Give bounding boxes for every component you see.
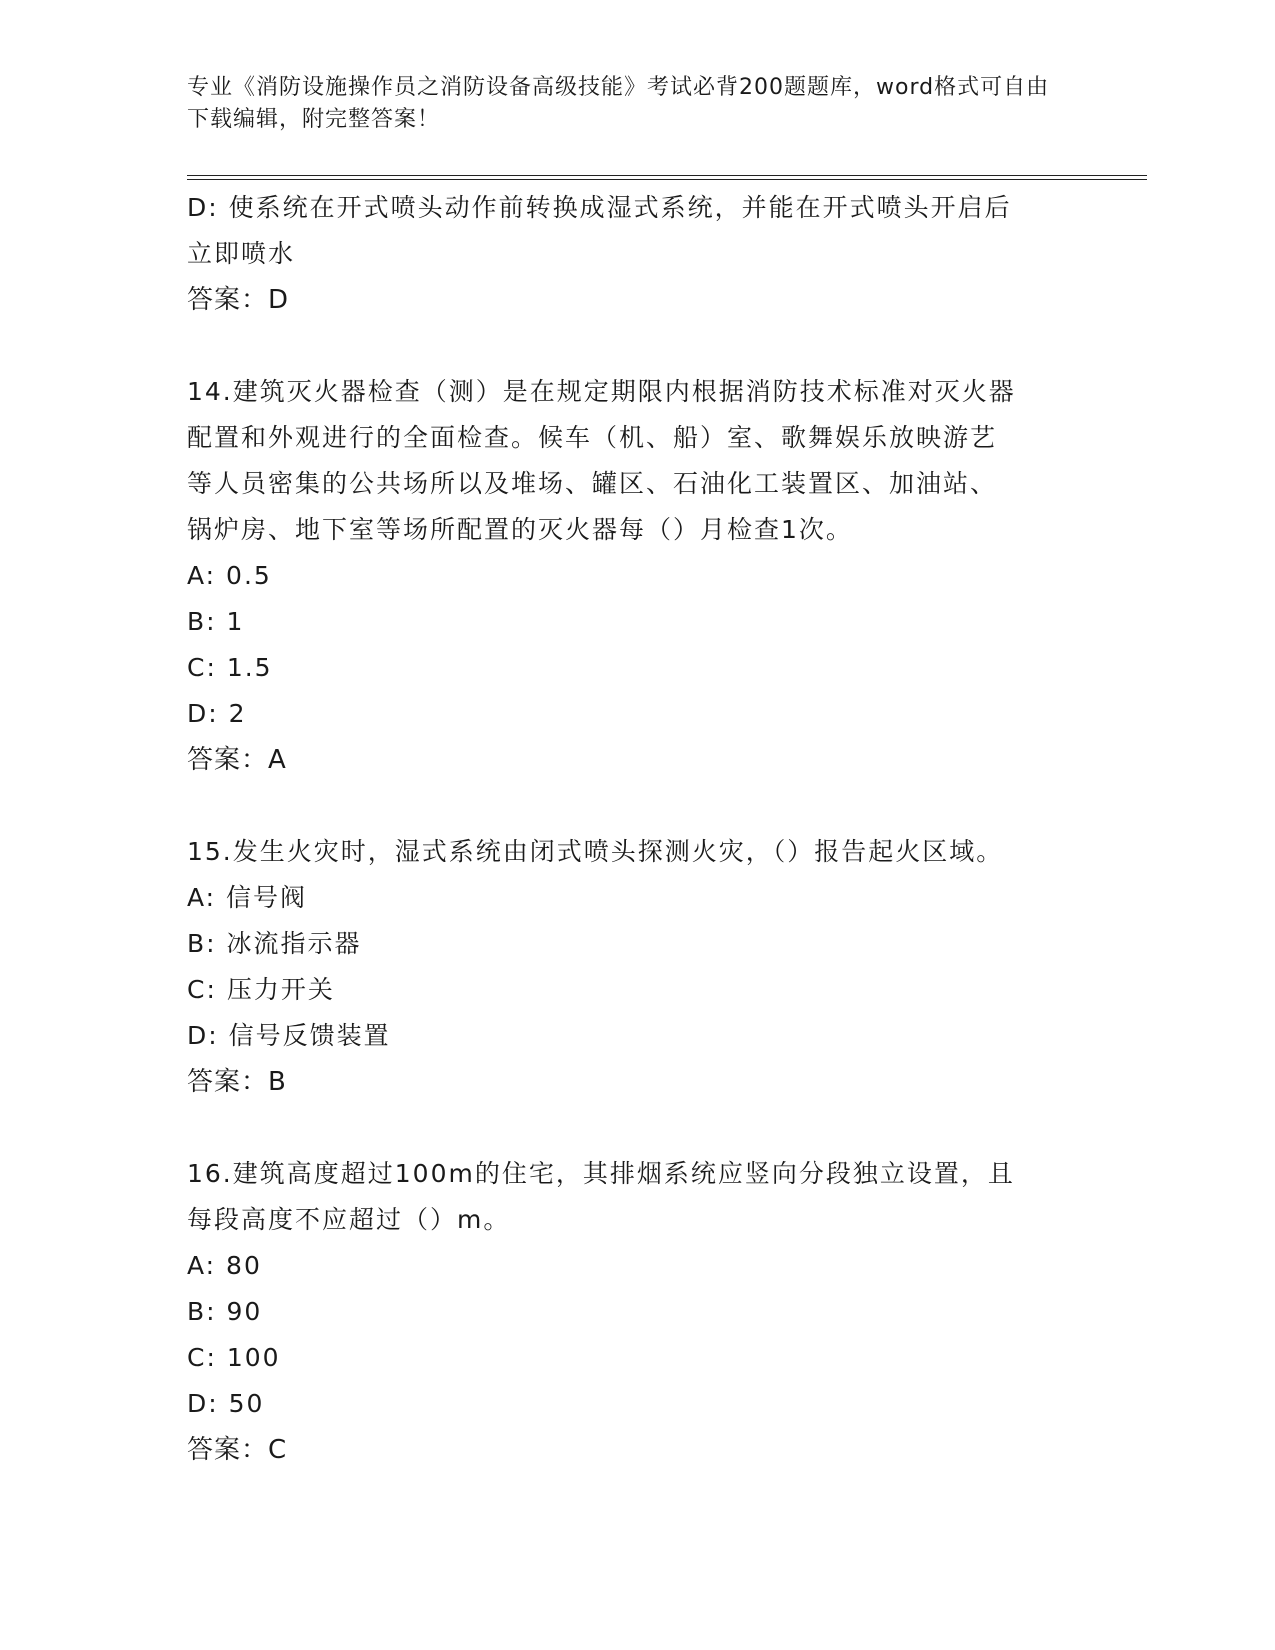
option-c: C: 1.5: [187, 653, 273, 682]
option-c: C: 压力开关: [187, 975, 335, 1004]
option-d-continued: 立即喷水: [187, 239, 296, 268]
option-d: D: 使系统在开式喷头动作前转换成湿式系统，并能在开式喷头开启后: [187, 193, 1012, 222]
option-b: B: 1: [187, 607, 245, 636]
question-16: [187, 1151, 1067, 1473]
document-header: 专业《消防设施操作员之消防设备高级技能》考试必背200题题库，word格式可自由下载编辑，附完整答案！: [187, 75, 1050, 132]
question-stem-line: 等人员密集的公共场所以及堆场、罐区、石油化工装置区、加油站、: [187, 469, 998, 498]
prev-question-tail: [187, 185, 1067, 323]
header-divider: [187, 175, 1147, 180]
question-14: [187, 369, 1067, 783]
option-b: B: 90: [187, 1297, 263, 1326]
option-b: B: 冰流指示器: [187, 929, 362, 958]
option-a: A: 0.5: [187, 561, 272, 590]
answer-line: 答案：D: [187, 285, 290, 315]
answer-line: 答案：B: [187, 1067, 287, 1097]
option-c: C: 100: [187, 1343, 281, 1372]
question-stem-line: 锅炉房、地下室等场所配置的灭火器每（）月检查1次。: [187, 515, 853, 544]
document-body: [187, 185, 1067, 1473]
option-d: D: 信号反馈装置: [187, 1021, 391, 1050]
question-stem-line: 每段高度不应超过（）m。: [187, 1205, 511, 1234]
question-stem-line: 15.发生火灾时，湿式系统由闭式喷头探测火灾，（）报告起火区域。: [187, 837, 1004, 866]
option-d: D: 2: [187, 699, 247, 728]
question-stem-line: 16.建筑高度超过100m的住宅，其排烟系统应竖向分段独立设置，且: [187, 1159, 1015, 1188]
question-stem-line: 14.建筑灭火器检查（测）是在规定期限内根据消防技术标准对灭火器: [187, 377, 1016, 406]
answer-line: 答案：A: [187, 745, 287, 775]
option-a: A: 80: [187, 1251, 262, 1280]
question-stem-line: 配置和外观进行的全面检查。候车（机、船）室、歌舞娱乐放映游艺: [187, 423, 998, 452]
answer-line: 答案：C: [187, 1435, 288, 1465]
option-a: A: 信号阀: [187, 883, 308, 912]
question-15: [187, 829, 1067, 1105]
option-d: D: 50: [187, 1389, 265, 1418]
